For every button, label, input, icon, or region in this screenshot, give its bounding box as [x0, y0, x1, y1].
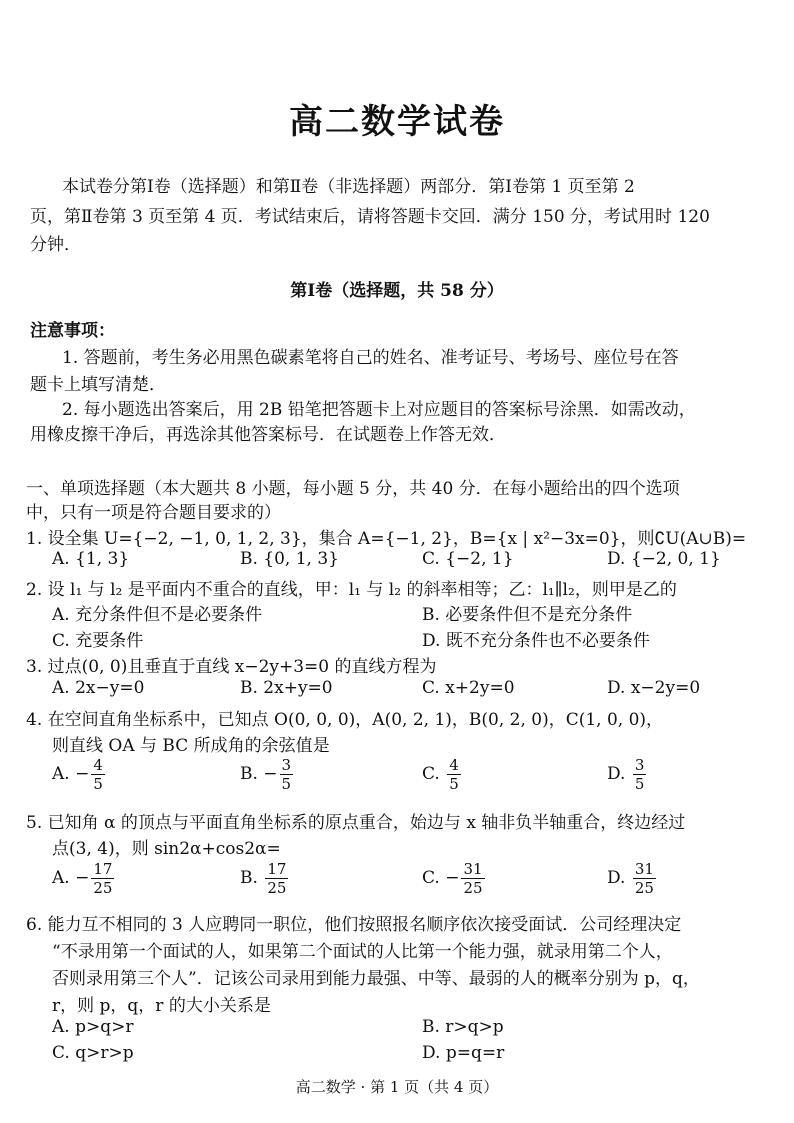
fraction: [280, 756, 294, 793]
question-3-option-a: A. 2x−y=0: [52, 678, 145, 698]
question-6-stem: “不录用第一个面试的人，如果第二个面试的人比第一个能力强，就录用第二个人，: [52, 942, 673, 962]
fraction-numerator: 31: [463, 860, 483, 878]
question-4-option-c: [422, 756, 461, 793]
question-2-option-d: D. 既不充分条件也不必要条件: [422, 631, 650, 651]
fraction-numerator: 4: [93, 756, 103, 774]
notes-line: 题卡上填写清楚．: [30, 375, 166, 395]
fraction-numerator: 3: [281, 756, 292, 774]
question-4-option-b: [240, 756, 293, 793]
intro-line: 本试卷分第Ⅰ卷（选择题）和第Ⅱ卷（非选择题）两部分．第Ⅰ卷第 1 页至第 2: [62, 177, 635, 197]
question-6-stem: r，则 p，q，r 的大小关系是: [52, 996, 271, 1016]
question-2-option-c: C. 充要条件: [52, 631, 144, 651]
question-6-option-a: A. p>q>r: [52, 1017, 134, 1037]
question-6-option-c: C. q>r>p: [52, 1043, 134, 1063]
question-4-option-a: [52, 756, 105, 793]
question-5-option-b: [240, 860, 288, 897]
fraction: [91, 860, 114, 897]
question-6-option-b: B. r>q>p: [422, 1017, 504, 1037]
fraction: [91, 756, 105, 793]
fraction-denominator: 5: [449, 775, 459, 793]
question-1-option-c: C. {−2, 1}: [422, 549, 514, 569]
page-footer: 高二数学 · 第 1 页（共 4 页）: [295, 1078, 499, 1096]
fraction: [633, 756, 647, 793]
fraction-denominator: 5: [634, 775, 645, 793]
fraction: [461, 860, 484, 897]
fraction-denominator: 25: [93, 879, 113, 897]
question-3-option-d: D. x−2y=0: [607, 678, 701, 698]
fraction-denominator: 25: [634, 879, 654, 897]
question-1-option-d: D. {−2, 0, 1}: [607, 549, 721, 569]
question-2-option-a: A. 充分条件但不是必要条件: [52, 605, 263, 625]
fraction-numerator: 4: [449, 756, 459, 774]
question-5-stem: 点(3, 4)，则 sin2α+cos2α=: [52, 839, 281, 859]
question-1-option-a: A. {1, 3}: [52, 549, 130, 569]
fraction-denominator: 25: [463, 879, 483, 897]
notes-label: 注意事项：: [30, 321, 115, 341]
question-2-option-b: B. 必要条件但不是充分条件: [422, 605, 633, 625]
fraction-denominator: 5: [281, 775, 292, 793]
notes-line: 2. 每小题选出答案后，用 2B 铅笔把答题卡上对应题目的答案标号涂黑．如需改动，: [62, 400, 696, 420]
notes-line: 1. 答题前，考生务必用黑色碳素笔将自己的姓名、准考证号、考场号、座位号在答: [62, 348, 679, 368]
option-prefix: A. −: [52, 764, 90, 784]
fraction-denominator: 5: [93, 775, 103, 793]
option-prefix: A. −: [52, 868, 90, 888]
option-prefix: D.: [607, 868, 631, 888]
section-heading: 第Ⅰ卷（选择题，共 58 分）: [290, 281, 504, 301]
fraction-numerator: 31: [634, 860, 654, 878]
notes-line: 用橡皮擦干净后，再选涂其他答案标号．在试题卷上作答无效．: [30, 425, 506, 445]
option-prefix: D.: [607, 764, 631, 784]
question-1-option-b: B. {0, 1, 3}: [240, 549, 339, 569]
fraction: [633, 860, 656, 897]
fraction: [265, 860, 288, 897]
question-6-stem: 6. 能力互不相同的 3 人应聘同一职位，他们按照报名顺序依次接受面试．公司经理决定: [26, 915, 682, 935]
intro-line: 页，第Ⅱ卷第 3 页至第 4 页．考试结束后，请将答题卡交回．满分 150 分，考试用时 120: [30, 207, 710, 227]
question-5-option-a: [52, 860, 114, 897]
question-6-stem: 否则录用第三个人”．记该公司录用到能力最强、中等、最弱的人的概率分别为 p，q，: [52, 969, 700, 989]
question-3-option-c: C. x+2y=0: [422, 678, 515, 698]
question-5-stem: 5. 已知角 α 的顶点与平面直角坐标系的原点重合，始边与 x 轴非负半轴重合，终边经过: [26, 813, 686, 833]
fraction-numerator: 17: [93, 860, 113, 878]
fraction: [447, 756, 461, 793]
question-3-stem: 3. 过点(0, 0)且垂直于直线 x−2y+3=0 的直线方程为: [26, 657, 437, 677]
fraction-numerator: 3: [634, 756, 645, 774]
question-6-option-d: D. p=q=r: [422, 1043, 505, 1063]
question-3-option-b: B. 2x+y=0: [240, 678, 333, 698]
exam-title: 高二数学试卷: [289, 102, 505, 142]
question-4-option-d: [607, 756, 646, 793]
part1-heading: 中，只有一项是符合题目要求的）: [26, 503, 281, 523]
question-4-stem: 4. 在空间直角坐标系中，已知点 O(0, 0, 0)，A(0, 2, 1)，B(0, 2, 0)，C(1, 0, 0)，: [26, 710, 664, 730]
option-prefix: C.: [422, 764, 446, 784]
question-5-option-c: [422, 860, 485, 897]
intro-line: 分钟．: [30, 235, 81, 255]
option-prefix: B.: [240, 868, 264, 888]
option-prefix: B. −: [240, 764, 278, 784]
question-4-stem: 则直线 OA 与 BC 所成角的余弦值是: [52, 736, 330, 756]
part1-heading: 一、单项选择题（本大题共 8 小题，每小题 5 分，共 40 分．在每小题给出的四个选项: [26, 479, 680, 499]
fraction-numerator: 17: [267, 860, 287, 878]
question-1-stem: 1. 设全集 U={−2, −1, 0, 1, 2, 3}，集合 A={−1, 2}，B={x | x²−3x=0}，则∁U(A∪B)=: [26, 529, 747, 549]
question-2-stem: 2. 设 l₁ 与 l₂ 是平面内不重合的直线，甲：l₁ 与 l₂ 的斜率相等；乙：l₁∥l₂，则甲是乙的: [26, 580, 677, 600]
option-prefix: C. −: [422, 868, 460, 888]
question-5-option-d: [607, 860, 656, 897]
fraction-denominator: 25: [267, 879, 287, 897]
